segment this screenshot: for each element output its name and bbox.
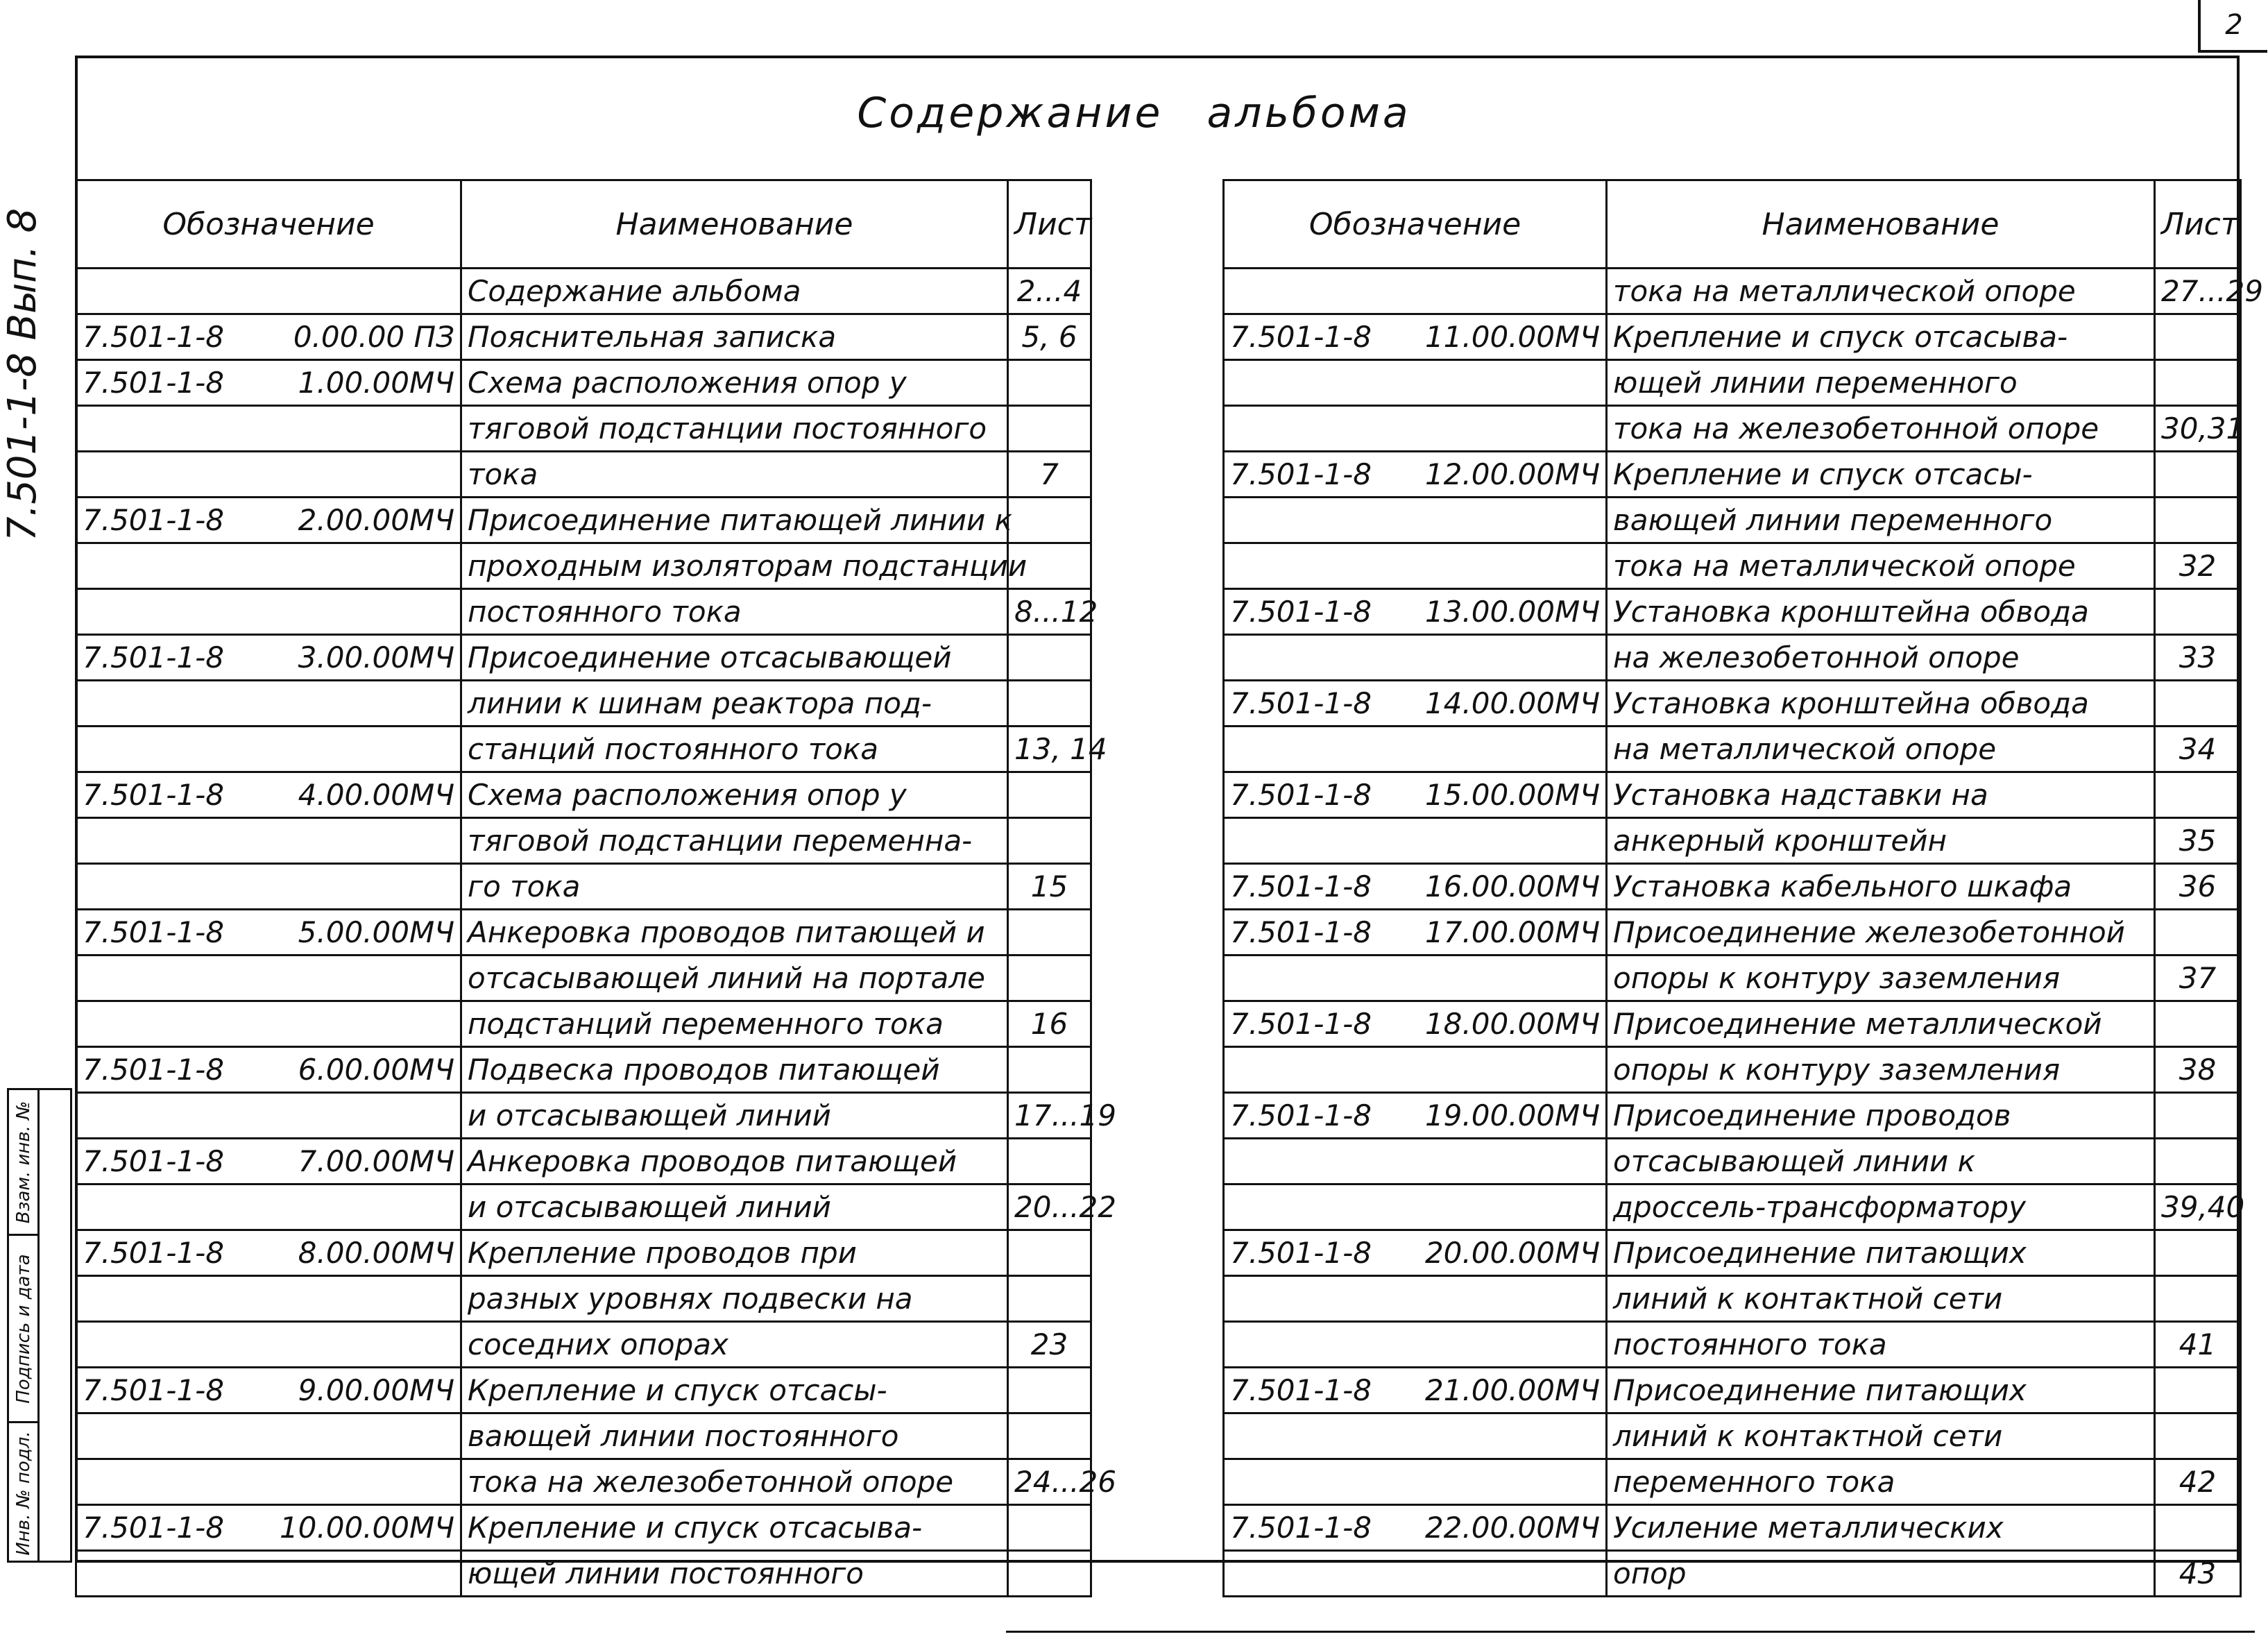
code-series: 7.501-1-8: [83, 503, 224, 537]
row-code: [1224, 1368, 1607, 1413]
row-name: тяговой подстанции переменна-: [461, 818, 1008, 864]
row-code: [76, 1368, 461, 1413]
row-name: Присоединение отсасывающей: [461, 635, 1008, 681]
row-name: Присоединение проводов: [1607, 1093, 2155, 1139]
row-sheet: 32: [2155, 543, 2241, 589]
row-sheet: 39,40: [2155, 1184, 2241, 1230]
row-code: [76, 681, 461, 727]
row-name: Присоединение питающих: [1607, 1368, 2155, 1413]
row-name: Присоединение питающих: [1607, 1230, 2155, 1276]
row-code: [76, 1047, 461, 1093]
row-sheet: [1008, 1276, 1091, 1322]
code-series: 7.501-1-8: [83, 1373, 224, 1407]
row-sheet: [1008, 1413, 1091, 1459]
row-name: Подвеска проводов питающей: [461, 1047, 1008, 1093]
row-code: [76, 498, 461, 543]
bottom-rule: [1006, 1631, 2255, 1633]
row-name: Содержание альбома: [461, 269, 1008, 314]
table-row: [76, 910, 1091, 956]
row-code: [76, 727, 461, 772]
row-code: [76, 314, 461, 360]
table-row: [1224, 1139, 2241, 1184]
row-sheet: [1008, 1368, 1091, 1413]
sheet-number: 2: [2198, 0, 2267, 53]
code-number: 9.00.00МЧ: [298, 1373, 454, 1407]
row-sheet: [1008, 1505, 1091, 1551]
row-name: и отсасывающей линий: [461, 1093, 1008, 1139]
row-code: [76, 1459, 461, 1505]
row-sheet: 43: [2155, 1551, 2241, 1597]
code-number: 16.00.00МЧ: [1424, 869, 1600, 903]
row-code: [76, 589, 461, 635]
row-code: [1224, 452, 1607, 498]
row-code: [1224, 864, 1607, 910]
row-sheet: [1008, 1230, 1091, 1276]
row-name: дроссель-трансформатору: [1607, 1184, 2155, 1230]
code-number: 5.00.00МЧ: [298, 915, 454, 949]
table-row: [1224, 635, 2241, 681]
table-row: [76, 1459, 1091, 1505]
code-series: 7.501-1-8: [1230, 1007, 1372, 1041]
row-code: [76, 360, 461, 406]
row-sheet: [2155, 1093, 2241, 1139]
row-code: [1224, 498, 1607, 543]
code-number: 18.00.00МЧ: [1424, 1007, 1600, 1041]
row-name: проходным изоляторам подстанции: [461, 543, 1008, 589]
row-sheet: 7: [1008, 452, 1091, 498]
code-number: 15.00.00МЧ: [1424, 778, 1600, 812]
table-row: [76, 498, 1091, 543]
row-sheet: [1008, 681, 1091, 727]
row-sheet: 41: [2155, 1322, 2241, 1368]
table-row: [1224, 314, 2241, 360]
code-series: 7.501-1-8: [83, 1053, 224, 1087]
approval-stamp: [7, 1088, 72, 1563]
row-code: [1224, 1459, 1607, 1505]
row-name: Установка кабельного шкафа: [1607, 864, 2155, 910]
table-row: [1224, 1276, 2241, 1322]
row-name: тока: [461, 452, 1008, 498]
row-name: подстанций переменного тока: [461, 1001, 1008, 1047]
table-row: [76, 635, 1091, 681]
row-sheet: [2155, 589, 2241, 635]
code-number: 6.00.00МЧ: [298, 1053, 454, 1087]
row-code: [1224, 772, 1607, 818]
row-sheet: 33: [2155, 635, 2241, 681]
row-name: опоры к контуру заземления: [1607, 956, 2155, 1001]
table-row: [76, 1093, 1091, 1139]
table-row: [76, 543, 1091, 589]
row-code: [1224, 1139, 1607, 1184]
row-name: Схема расположения опор у: [461, 772, 1008, 818]
header-code: Обозначение: [76, 180, 461, 269]
row-name: Присоединение питающей линии к: [461, 498, 1008, 543]
row-sheet: [1008, 910, 1091, 956]
row-sheet: [2155, 1139, 2241, 1184]
code-number: 19.00.00МЧ: [1424, 1098, 1600, 1132]
row-sheet: [2155, 314, 2241, 360]
row-name: Усиление металлических: [1607, 1505, 2155, 1551]
row-code: [1224, 1001, 1607, 1047]
table-row: [76, 269, 1091, 314]
code-series: 7.501-1-8: [1230, 778, 1372, 812]
row-name: Установка кронштейна обвода: [1607, 589, 2155, 635]
row-code: [76, 543, 461, 589]
row-code: [76, 1184, 461, 1230]
row-code: [1224, 269, 1607, 314]
row-sheet: 13, 14: [1008, 727, 1091, 772]
code-series: 7.501-1-8: [83, 320, 224, 354]
row-sheet: 38: [2155, 1047, 2241, 1093]
row-name: Установка надставки на: [1607, 772, 2155, 818]
row-sheet: [1008, 772, 1091, 818]
row-sheet: [2155, 452, 2241, 498]
row-sheet: 34: [2155, 727, 2241, 772]
row-code: [1224, 406, 1607, 452]
code-number: 14.00.00МЧ: [1424, 686, 1600, 720]
row-name: тока на металлической опоре: [1607, 543, 2155, 589]
row-code: [1224, 1184, 1607, 1230]
row-sheet: [2155, 1230, 2241, 1276]
row-sheet: [2155, 360, 2241, 406]
code-series: 7.501-1-8: [1230, 320, 1372, 354]
row-code: [1224, 956, 1607, 1001]
row-code: [76, 1505, 461, 1551]
row-name: тока на металлической опоре: [1607, 269, 2155, 314]
page-title: Содержание альбома: [857, 89, 1411, 137]
row-name: отсасывающей линий на портале: [461, 956, 1008, 1001]
header-name: Наименование: [461, 180, 1008, 269]
code-series: 7.501-1-8: [1230, 915, 1372, 949]
row-sheet: [1008, 498, 1091, 543]
code-number: 0.00.00 ПЗ: [293, 320, 454, 354]
table-row: [76, 681, 1091, 727]
row-name: и отсасывающей линий: [461, 1184, 1008, 1230]
table-row: [76, 1413, 1091, 1459]
header-code: Обозначение: [1224, 180, 1607, 269]
row-code: [1224, 635, 1607, 681]
row-name: опор: [1607, 1551, 2155, 1597]
row-sheet: [2155, 498, 2241, 543]
table-row: [1224, 727, 2241, 772]
table-row: [76, 1368, 1091, 1413]
table-row: [1224, 956, 2241, 1001]
table-row: [76, 1551, 1091, 1597]
table-row: [76, 360, 1091, 406]
row-name: Крепление и спуск отсасыва-: [461, 1505, 1008, 1551]
code-number: 8.00.00МЧ: [298, 1236, 454, 1270]
row-name: Установка кронштейна обвода: [1607, 681, 2155, 727]
code-series: 7.501-1-8: [83, 640, 224, 674]
table-row: [1224, 589, 2241, 635]
row-name: постоянного тока: [461, 589, 1008, 635]
row-name: го тока: [461, 864, 1008, 910]
code-number: 4.00.00МЧ: [298, 778, 454, 812]
contents-table-left: [75, 179, 1116, 1597]
table-row: [76, 956, 1091, 1001]
code-series: 7.501-1-8: [83, 1236, 224, 1270]
table-row: [1224, 1459, 2241, 1505]
code-series: 7.501-1-8: [83, 366, 224, 400]
table-row: [1224, 452, 2241, 498]
contents-table-right: [1222, 179, 2263, 1597]
table-row: [1224, 406, 2241, 452]
row-sheet: 16: [1008, 1001, 1091, 1047]
stamp-cell-replace-inv: Взам. инв. №: [9, 1090, 40, 1236]
row-sheet: [1008, 635, 1091, 681]
row-code: [1224, 727, 1607, 772]
row-code: [1224, 589, 1607, 635]
row-sheet: [2155, 1368, 2241, 1413]
row-name: отсасывающей линии к: [1607, 1139, 2155, 1184]
row-code: [1224, 1413, 1607, 1459]
row-sheet: 36: [2155, 864, 2241, 910]
row-name: Крепление и спуск отсасыва-: [1607, 314, 2155, 360]
row-sheet: 20...22: [1008, 1184, 1091, 1230]
row-code: [1224, 910, 1607, 956]
table-row: [76, 1505, 1091, 1551]
row-sheet: [2155, 1413, 2241, 1459]
table-row: [1224, 1047, 2241, 1093]
row-name: Анкеровка проводов питающей и: [461, 910, 1008, 956]
code-series: 7.501-1-8: [1230, 457, 1372, 491]
table-row: [1224, 1230, 2241, 1276]
row-name: ющей линии переменного: [1607, 360, 2155, 406]
row-code: [76, 864, 461, 910]
table-row: [1224, 1322, 2241, 1368]
row-name: Присоединение железобетонной: [1607, 910, 2155, 956]
table-row: [1224, 543, 2241, 589]
row-name: Крепление и спуск отсасы-: [1607, 452, 2155, 498]
table-row: [76, 1139, 1091, 1184]
row-code: [1224, 360, 1607, 406]
row-name: тяговой подстанции постоянного: [461, 406, 1008, 452]
code-series: 7.501-1-8: [83, 1144, 224, 1178]
table-row: [1224, 1551, 2241, 1597]
table-row: [76, 1322, 1091, 1368]
row-code: [76, 910, 461, 956]
row-name: Крепление проводов при: [461, 1230, 1008, 1276]
row-name: Анкеровка проводов питающей: [461, 1139, 1008, 1184]
row-code: [76, 452, 461, 498]
row-sheet: 30,31: [2155, 406, 2241, 452]
row-name: тока на железобетонной опоре: [461, 1459, 1008, 1505]
row-code: [1224, 1505, 1607, 1551]
row-name: линий к контактной сети: [1607, 1413, 2155, 1459]
code-number: 17.00.00МЧ: [1424, 915, 1600, 949]
table-row: [76, 589, 1091, 635]
table-row: [76, 864, 1091, 910]
stamp-cell-orig-inv: Инв. № подл.: [9, 1423, 40, 1563]
code-number: 7.00.00МЧ: [298, 1144, 454, 1178]
table-row: [76, 314, 1091, 360]
row-sheet: 42: [2155, 1459, 2241, 1505]
row-code: [1224, 543, 1607, 589]
table-row: [76, 772, 1091, 818]
row-code: [1224, 1093, 1607, 1139]
code-series: 7.501-1-8: [1230, 1511, 1372, 1545]
code-series: 7.501-1-8: [1230, 1236, 1372, 1270]
code-series: 7.501-1-8: [1230, 1098, 1372, 1132]
code-series: 7.501-1-8: [1230, 869, 1372, 903]
row-name: Пояснительная записка: [461, 314, 1008, 360]
row-sheet: [2155, 772, 2241, 818]
table-row: [1224, 1001, 2241, 1047]
row-code: [1224, 681, 1607, 727]
row-code: [76, 1551, 461, 1597]
row-code: [1224, 1322, 1607, 1368]
row-name: соседних опорах: [461, 1322, 1008, 1368]
row-name: постоянного тока: [1607, 1322, 2155, 1368]
row-sheet: 23: [1008, 1322, 1091, 1368]
table-row: [1224, 772, 2241, 818]
header-sheet: Лист: [2155, 180, 2241, 269]
row-name: тока на железобетонной опоре: [1607, 406, 2155, 452]
code-number: 3.00.00МЧ: [298, 640, 454, 674]
side-document-code: 7.501-1-8 Вып. 8: [0, 207, 45, 542]
row-code: [76, 1230, 461, 1276]
row-name: вающей линии постоянного: [461, 1413, 1008, 1459]
row-code: [76, 1322, 461, 1368]
row-name: линии к шинам реактора под-: [461, 681, 1008, 727]
code-number: 20.00.00МЧ: [1424, 1236, 1600, 1270]
code-number: 2.00.00МЧ: [298, 503, 454, 537]
row-sheet: 2...4: [1008, 269, 1091, 314]
table-row: [76, 1047, 1091, 1093]
row-code: [76, 818, 461, 864]
row-code: [1224, 1230, 1607, 1276]
code-number: 22.00.00МЧ: [1424, 1511, 1600, 1545]
row-code: [1224, 1047, 1607, 1093]
row-code: [76, 1139, 461, 1184]
stamp-cell-signature-date: Подпись и дата: [9, 1236, 40, 1423]
row-sheet: 24...26: [1008, 1459, 1091, 1505]
table-row: [1224, 681, 2241, 727]
row-code: [76, 269, 461, 314]
table-row: [76, 406, 1091, 452]
table-row: [1224, 1413, 2241, 1459]
row-name: Крепление и спуск отсасы-: [461, 1368, 1008, 1413]
code-series: 7.501-1-8: [1230, 686, 1372, 720]
row-sheet: [2155, 1001, 2241, 1047]
code-number: 12.00.00МЧ: [1424, 457, 1600, 491]
code-series: 7.501-1-8: [83, 1511, 224, 1545]
row-sheet: [1008, 818, 1091, 864]
table-row: [76, 1184, 1091, 1230]
row-code: [76, 1413, 461, 1459]
row-name: на железобетонной опоре: [1607, 635, 2155, 681]
row-name: на металлической опоре: [1607, 727, 2155, 772]
row-name: переменного тока: [1607, 1459, 2155, 1505]
code-number: 1.00.00МЧ: [298, 366, 454, 400]
code-number: 11.00.00МЧ: [1424, 320, 1600, 354]
code-number: 10.00.00МЧ: [279, 1511, 454, 1545]
row-code: [1224, 1276, 1607, 1322]
table-row: [76, 727, 1091, 772]
code-number: 13.00.00МЧ: [1424, 595, 1600, 629]
row-code: [76, 1276, 461, 1322]
row-sheet: [1008, 360, 1091, 406]
row-code: [76, 1001, 461, 1047]
row-sheet: 8...12: [1008, 589, 1091, 635]
table-row: [1224, 910, 2241, 956]
row-name: вающей линии переменного: [1607, 498, 2155, 543]
code-series: 7.501-1-8: [1230, 595, 1372, 629]
row-sheet: 27...29: [2155, 269, 2241, 314]
row-code: [1224, 818, 1607, 864]
row-name: опоры к контуру заземления: [1607, 1047, 2155, 1093]
row-sheet: [2155, 910, 2241, 956]
code-series: 7.501-1-8: [83, 915, 224, 949]
row-name: линий к контактной сети: [1607, 1276, 2155, 1322]
row-name: разных уровнях подвески на: [461, 1276, 1008, 1322]
row-sheet: [2155, 681, 2241, 727]
table-row: [1224, 818, 2241, 864]
code-number: 21.00.00МЧ: [1424, 1373, 1600, 1407]
row-code: [1224, 1551, 1607, 1597]
row-code: [76, 772, 461, 818]
row-sheet: 15: [1008, 864, 1091, 910]
row-sheet: [1008, 1139, 1091, 1184]
table-row: [76, 452, 1091, 498]
row-sheet: [1008, 1551, 1091, 1597]
row-code: [1224, 314, 1607, 360]
table-row: [76, 1001, 1091, 1047]
header-sheet: Лист: [1008, 180, 1091, 269]
row-sheet: 17...19: [1008, 1093, 1091, 1139]
row-code: [76, 635, 461, 681]
table-row: [1224, 360, 2241, 406]
table-row: [1224, 1093, 2241, 1139]
row-sheet: 5, 6: [1008, 314, 1091, 360]
table-row: [76, 1276, 1091, 1322]
row-name: Схема расположения опор у: [461, 360, 1008, 406]
row-sheet: 35: [2155, 818, 2241, 864]
table-row: [76, 818, 1091, 864]
row-code: [76, 1093, 461, 1139]
table-row: [1224, 1505, 2241, 1551]
header-name: Наименование: [1607, 180, 2155, 269]
code-series: 7.501-1-8: [83, 778, 224, 812]
table-row: [1224, 1368, 2241, 1413]
row-sheet: [1008, 406, 1091, 452]
row-code: [76, 956, 461, 1001]
code-series: 7.501-1-8: [1230, 1373, 1372, 1407]
row-name: станций постоянного тока: [461, 727, 1008, 772]
row-sheet: [2155, 1505, 2241, 1551]
row-sheet: 37: [2155, 956, 2241, 1001]
row-name: анкерный кронштейн: [1607, 818, 2155, 864]
row-code: [76, 406, 461, 452]
row-sheet: [1008, 1047, 1091, 1093]
table-row: [1224, 1184, 2241, 1230]
row-name: ющей линии постоянного: [461, 1551, 1008, 1597]
row-sheet: [2155, 1276, 2241, 1322]
table-row: [1224, 864, 2241, 910]
table-row: [76, 1230, 1091, 1276]
table-row: [1224, 269, 2241, 314]
row-sheet: [1008, 956, 1091, 1001]
table-row: [1224, 498, 2241, 543]
row-name: Присоединение металлической: [1607, 1001, 2155, 1047]
